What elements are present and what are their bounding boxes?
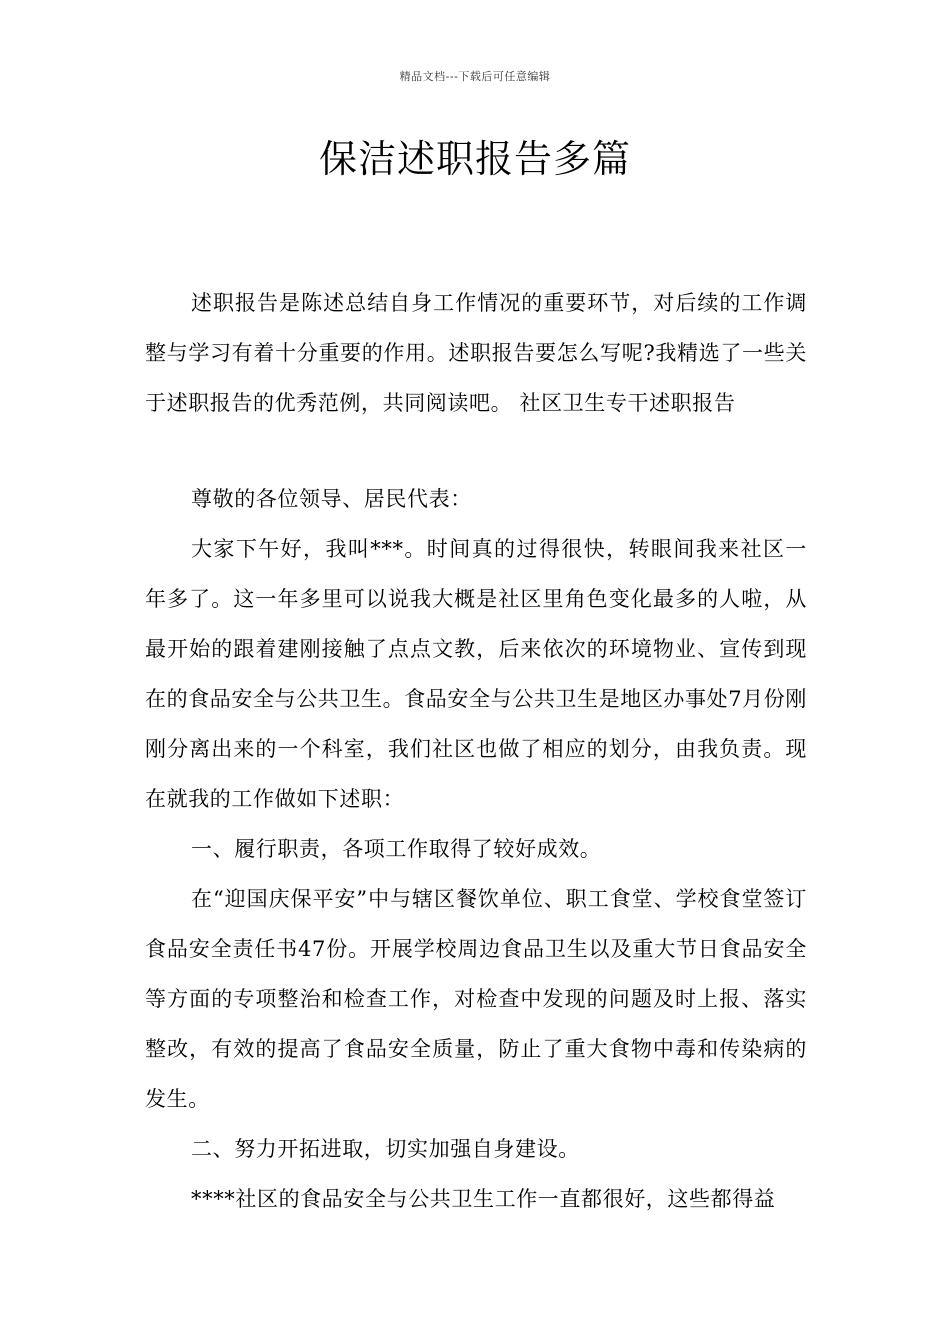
intro-paragraph: 述职报告是陈述总结自身工作情况的重要环节，对后续的工作调整与学习有着十分重要的作用。述职报告要怎么写呢?我精选了一些关于述职报告的优秀范例，共同阅读吧。 社区卫生专干述职报告 [145, 291, 807, 415]
document-title: 保洁述职报告多篇 [318, 137, 631, 181]
report-body [145, 474, 807, 1224]
opening-paragraph: 大家下午好，我叫***。时间真的过得很快，转眼间我来社区一年多了。这一年多里可以说我大概是社区里角色变化最多的人啦，从最开始的跟着建刚接触了点点文教，后来依次的环境物业、宣传到现在的食品安全与公共卫生。食品安全与公共卫生是地区办事处7月份刚刚分离出来的一个科室，我们社区也做了相应的划分，由我负责。现在就我的工作做如下述职： [145, 537, 807, 811]
header-note: 精品文档---下载后可任意编辑 [399, 70, 551, 83]
section-1-paragraph: 在“迎国庆保平安”中与辖区餐饮单位、职工食堂、学校食堂签订食品安全责任书47份。开展学校周边食品卫生以及重大节日食品安全等方面的专项整治和检查工作，对检查中发现的问题及时上报、落实整改，有效的提高了食品安全质量，防止了重大食物中毒和传染病的发生。 [145, 887, 807, 1111]
salutation-paragraph: 尊敬的各位领导、居民代表： [191, 487, 472, 511]
section-2-paragraph: ****社区的食品安全与公共卫生工作一直都很好，这些都得益 [191, 1187, 776, 1211]
section-heading-1: 一、履行职责，各项工作取得了较好成效。 [191, 837, 602, 861]
section-heading-2: 二、努力开拓进取，切实加强自身建设。 [191, 1137, 580, 1161]
intro-block [145, 278, 807, 428]
